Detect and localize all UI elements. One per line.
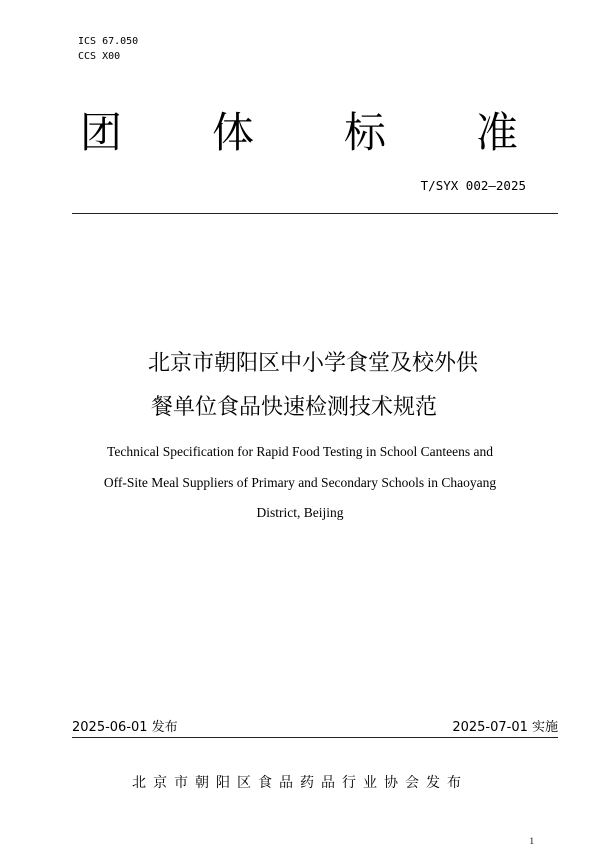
issue-date: 2025-06-01 发布 bbox=[72, 720, 178, 735]
top-divider bbox=[72, 213, 558, 214]
implementation-date: 2025-07-01 实施 bbox=[452, 720, 558, 735]
page-number: 1 bbox=[529, 836, 534, 846]
publisher: 北京市朝阳区食品药品行业协会发布 bbox=[132, 775, 468, 791]
english-title bbox=[60, 437, 540, 529]
chinese-title-line-1: 北京市朝阳区中小学食堂及校外供 bbox=[147, 351, 478, 376]
classification-codes bbox=[78, 34, 138, 64]
standard-type-char: 准 bbox=[476, 108, 519, 157]
chinese-title bbox=[0, 342, 600, 430]
date-row bbox=[72, 716, 558, 736]
chinese-title-line-2: 餐单位食品快速检测技术规范 bbox=[150, 395, 437, 420]
standard-type-heading bbox=[0, 108, 600, 158]
standard-number: T/SYX 002—2025 bbox=[420, 178, 526, 193]
standard-type-char: 体 bbox=[212, 108, 255, 157]
ccs-code: CCS X00 bbox=[78, 51, 121, 62]
ics-code: ICS 67.050 bbox=[78, 36, 139, 47]
english-title-line-2: Off-Site Meal Suppliers of Primary and Secondary Schools in Chaoyang bbox=[103, 474, 497, 490]
standard-type-char: 标 bbox=[344, 108, 387, 157]
english-title-line-3: District, Beijing bbox=[256, 505, 344, 520]
standard-type-char: 团 bbox=[80, 108, 123, 157]
english-title-line-1: Technical Specification for Rapid Food Testing in School Canteens and bbox=[107, 444, 493, 459]
bottom-divider bbox=[72, 737, 558, 738]
